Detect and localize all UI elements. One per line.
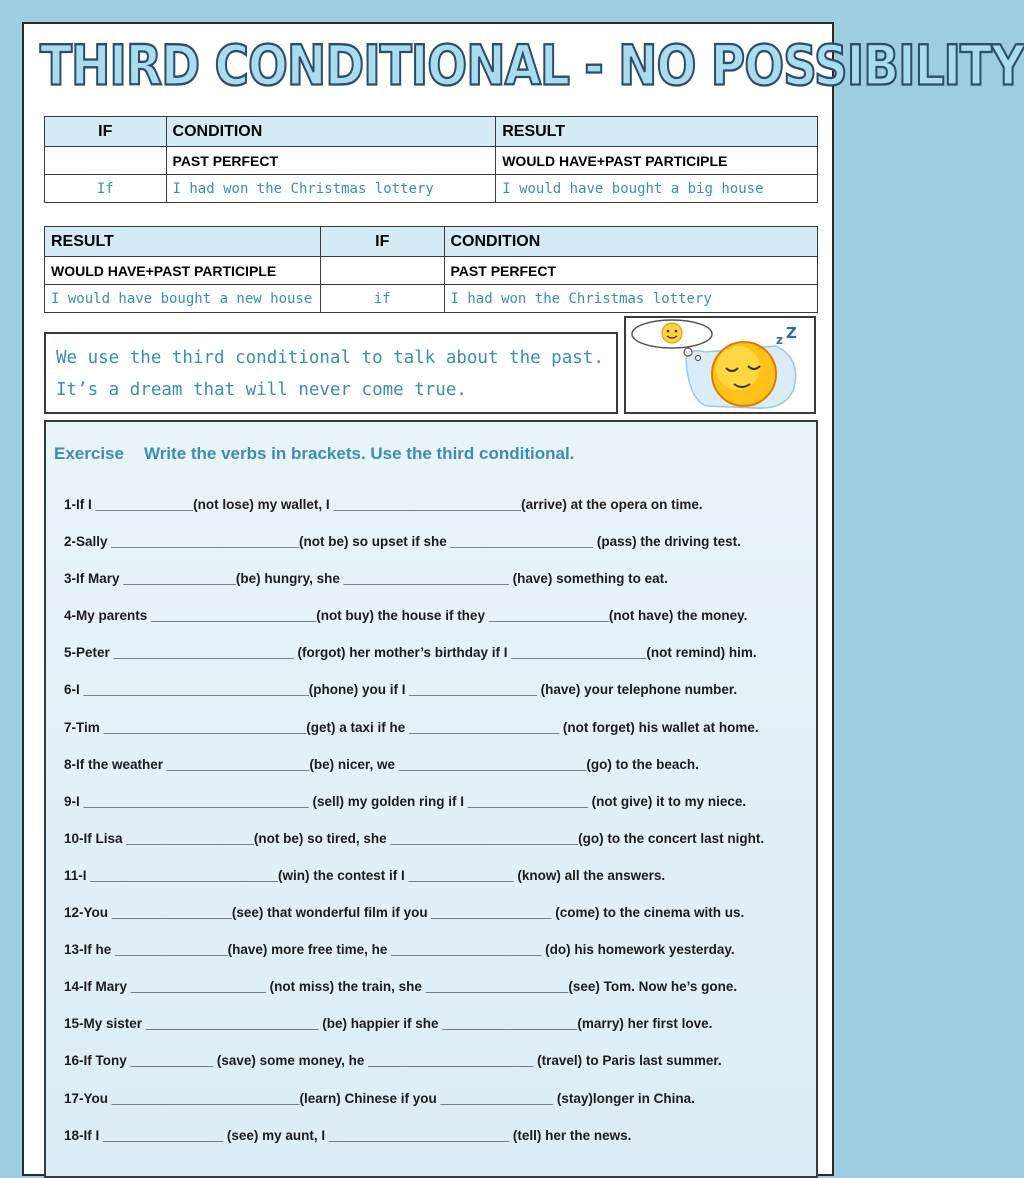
exercise-item-7: 7-Tim ___________________________(get) a taxi if he ____________________ (not forget) his wallet at home. xyxy=(64,719,759,735)
exercise-item-8: 8-If the weather ___________________(be) nicer, we _________________________(go) to the beach. xyxy=(64,756,699,772)
example-result: I would have bought a new house xyxy=(45,285,321,313)
form-result: WOULD HAVE+PAST PARTICIPLE xyxy=(496,147,818,175)
exercise-box xyxy=(44,420,818,1178)
example-if: If xyxy=(45,175,167,203)
svg-text:Z: Z xyxy=(786,324,797,342)
exercise-item-6: 6-I ______________________________(phone) you if I _________________ (have) your telephone number. xyxy=(64,682,738,698)
usage-note-box xyxy=(44,332,618,414)
table-header-row xyxy=(45,227,818,257)
if-first-structure-table xyxy=(44,116,818,203)
example-if: if xyxy=(320,285,444,313)
exercise-item-18: 18-If I ________________ (see) my aunt, I ________________________ (tell) her the news. xyxy=(64,1127,632,1143)
result-first-structure-table xyxy=(44,226,818,313)
exercise-item-17: 17-You _________________________(learn) Chinese if you _______________ (stay)longer in China. xyxy=(64,1090,695,1106)
usage-note-line-2: It’s a dream that will never come true. xyxy=(56,380,467,400)
form-condition: PAST PERFECT xyxy=(444,257,818,285)
header-if: IF xyxy=(320,227,444,257)
exercise-heading xyxy=(54,444,574,464)
svg-text:z: z xyxy=(776,333,783,347)
header-if: IF xyxy=(45,117,167,147)
exercise-item-15: 15-My sister _______________________ (be) happier if she __________________(marry) her first love. xyxy=(64,1016,713,1032)
exercise-label: Exercise xyxy=(54,444,124,463)
example-condition: I had won the Christmas lottery xyxy=(444,285,818,313)
table-form-row xyxy=(45,257,818,285)
exercise-item-16: 16-If Tony ___________ (save) some money, he ______________________ (travel) to Paris last summer. xyxy=(64,1053,722,1069)
worksheet-page xyxy=(22,22,1024,1176)
exercise-item-13: 13-If he _______________(have) more free time, he ____________________ (do) his homework yesterday. xyxy=(64,942,735,958)
exercise-item-12: 12-You ________________(see) that wonderful film if you ________________ (come) to the cinema with us. xyxy=(64,905,745,921)
exercise-item-4: 4-My parents ______________________(not buy) the house if they ________________(not have) the money. xyxy=(64,608,748,624)
example-result: I would have bought a big house xyxy=(496,175,818,203)
exercise-item-10: 10-If Lisa _________________(not be) so tired, she _________________________(go) to the concert last night. xyxy=(64,830,765,846)
dreaming-sun-illustration xyxy=(624,316,816,414)
table-example-row xyxy=(45,285,818,313)
form-result: WOULD HAVE+PAST PARTICIPLE xyxy=(45,257,321,285)
table-form-row xyxy=(45,147,818,175)
header-result: RESULT xyxy=(45,227,321,257)
example-condition: I had won the Christmas lottery xyxy=(166,175,496,203)
table-header-row xyxy=(45,117,818,147)
usage-note-line-1: We use the third conditional to talk about the past. xyxy=(56,348,604,368)
form-condition: PAST PERFECT xyxy=(166,147,496,175)
exercise-item-11: 11-I _________________________(win) the contest if I ______________ (know) all the answers. xyxy=(64,867,666,883)
exercise-instruction: Write the verbs in brackets. Use the third conditional. xyxy=(143,444,575,463)
exercise-item-14: 14-If Mary __________________ (not miss) the train, she ___________________(see) Tom. Now he’s gone. xyxy=(64,979,738,995)
worksheet-title: THIRD CONDITIONAL - NO POSSIBILITY xyxy=(40,34,1024,99)
header-condition: CONDITION xyxy=(166,117,496,147)
table-example-row xyxy=(45,175,818,203)
exercise-item-1: 1-If I _____________(not lose) my wallet, I _________________________(arrive) at the opera on time. xyxy=(64,497,703,512)
exercise-item-2: 2-Sally _________________________(not be) so upset if she ___________________ (pass) the driving test. xyxy=(64,534,741,550)
exercise-item-5: 5-Peter ________________________ (forgot) her mother’s birthday if I __________________(not remind) him. xyxy=(64,645,757,661)
header-condition: CONDITION xyxy=(444,227,818,257)
exercise-item-3: 3-If Mary _______________(be) hungry, she ______________________ (have) something to eat. xyxy=(64,571,668,587)
form-if xyxy=(320,257,444,285)
exercise-items xyxy=(64,494,814,1162)
form-if xyxy=(45,147,167,175)
sleeping-sun-icon xyxy=(626,318,814,412)
header-result: RESULT xyxy=(496,117,818,147)
exercise-item-9: 9-I ______________________________ (sell) my golden ring if I ________________ (not give) it to my niece. xyxy=(64,793,747,809)
